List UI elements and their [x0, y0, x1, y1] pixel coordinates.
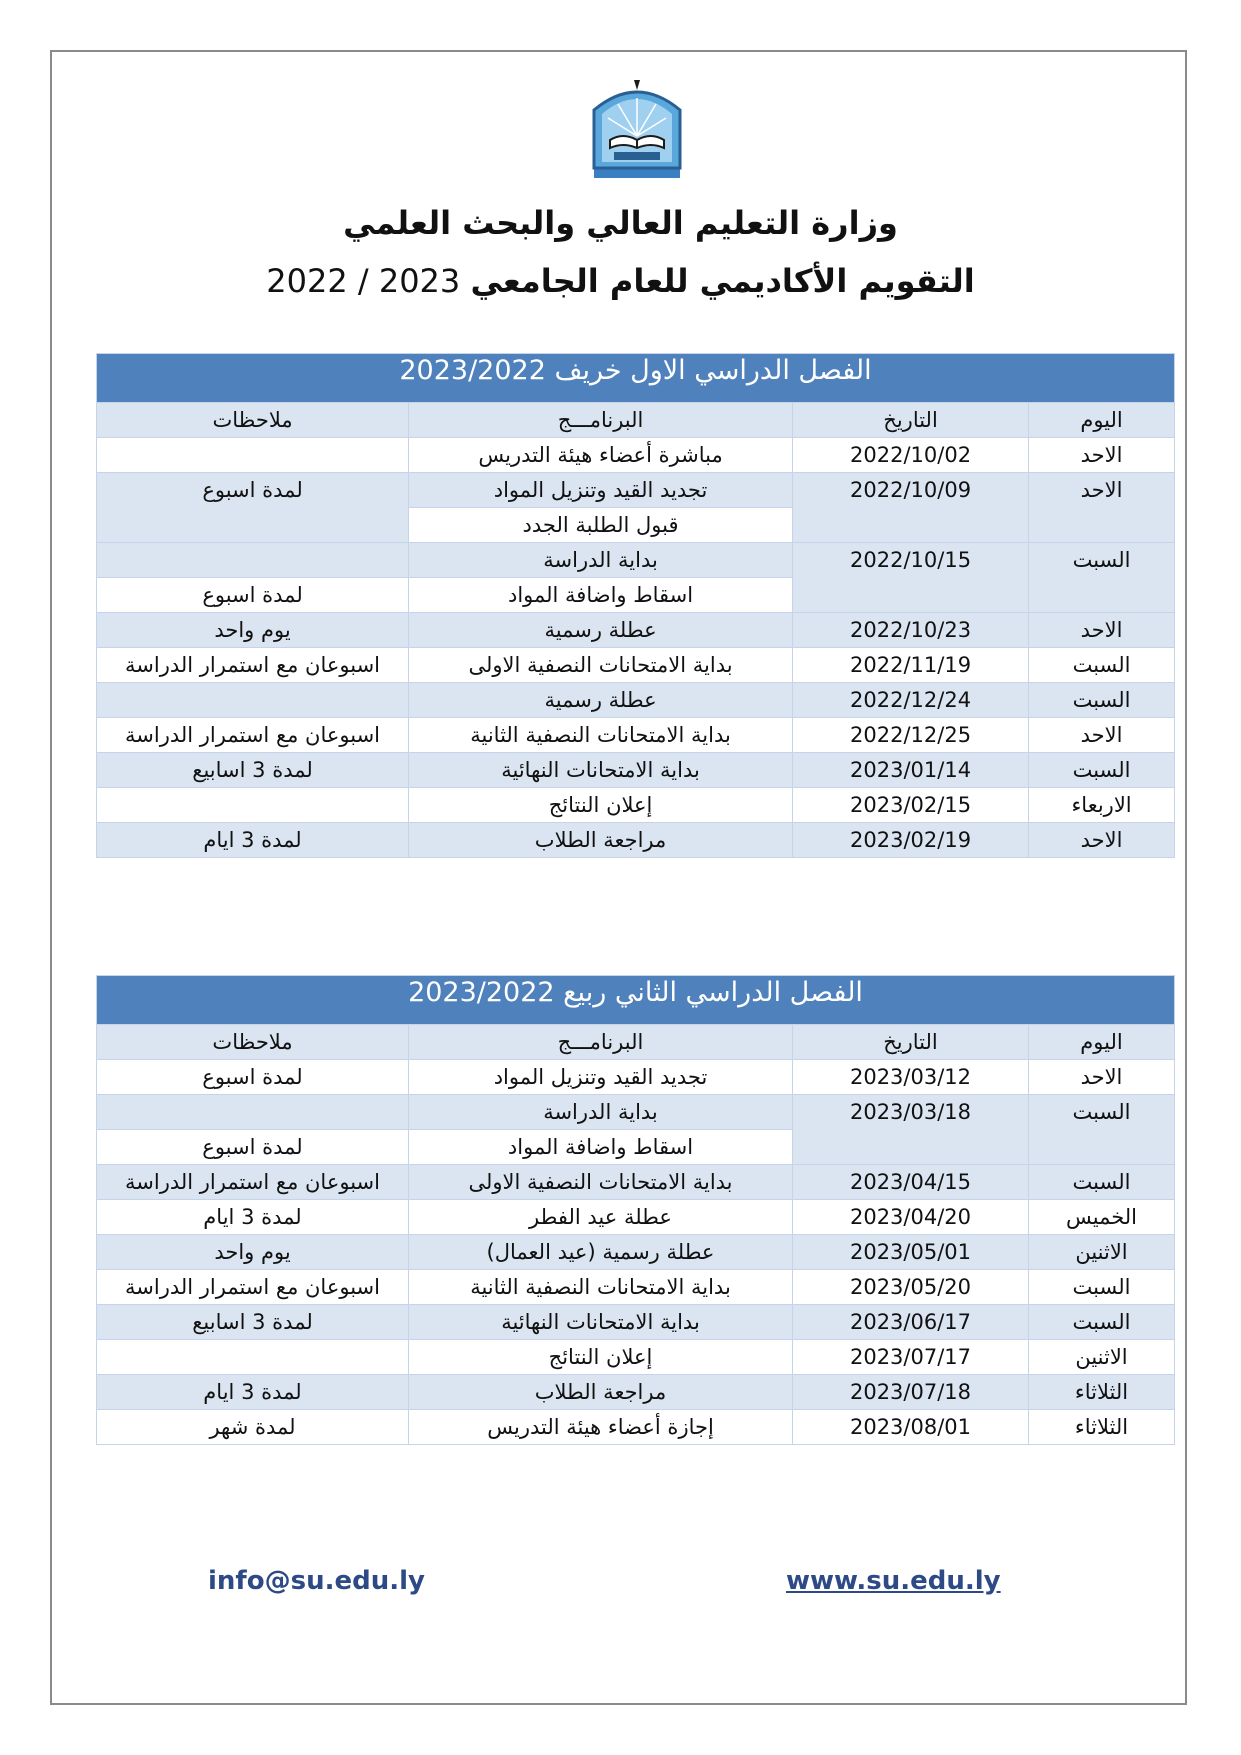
row-day: الاحد — [1029, 613, 1175, 648]
row-notes: لمدة اسبوع — [97, 1060, 409, 1095]
row-notes: لمدة 3 ايام — [97, 823, 409, 858]
row-notes: لمدة 3 ايام — [97, 1375, 409, 1410]
row-program: بداية الامتحانات النصفية الثانية — [409, 1270, 793, 1305]
row-program: بداية الامتحانات النصفية الثانية — [409, 718, 793, 753]
row-date: 2023/04/15 — [793, 1165, 1029, 1200]
semester2-title: الفصل الدراسي الثاني ربيع 2023/2022 — [97, 976, 1175, 1025]
row-date: 2023/03/12 — [793, 1060, 1029, 1095]
col-header-program: البرنامـــج — [409, 403, 793, 438]
table-row — [97, 1410, 1175, 1445]
row-program: قبول الطلبة الجدد — [409, 508, 793, 543]
table-row — [97, 1235, 1175, 1270]
row-day: الخميس — [1029, 1200, 1175, 1235]
table-row — [97, 473, 1175, 508]
row-date: 2023/05/20 — [793, 1270, 1029, 1305]
row-notes — [97, 543, 409, 578]
table-row — [97, 788, 1175, 823]
row-program: مراجعة الطلاب — [409, 1375, 793, 1410]
row-program: إعلان النتائج — [409, 788, 793, 823]
row-day: الاحد — [1029, 823, 1175, 858]
row-date: 2022/12/25 — [793, 718, 1029, 753]
col-header-day: اليوم — [1029, 403, 1175, 438]
row-notes: اسبوعان مع استمرار الدراسة — [97, 648, 409, 683]
row-notes — [97, 683, 409, 718]
table-row — [97, 438, 1175, 473]
table-row — [97, 1305, 1175, 1340]
row-day: الاحد — [1029, 718, 1175, 753]
row-program: تجديد القيد وتنزيل المواد — [409, 473, 793, 508]
col-header-date: التاريخ — [793, 403, 1029, 438]
row-date: 2023/01/14 — [793, 753, 1029, 788]
row-day: السبت — [1029, 683, 1175, 718]
row-date: 2022/10/02 — [793, 438, 1029, 473]
row-day: الاحد — [1029, 473, 1175, 543]
row-day: السبت — [1029, 1095, 1175, 1165]
row-day: الاثنين — [1029, 1235, 1175, 1270]
row-date: 2023/02/15 — [793, 788, 1029, 823]
col-header-notes: ملاحظات — [97, 1025, 409, 1060]
row-notes: يوم واحد — [97, 613, 409, 648]
row-date: 2022/10/15 — [793, 543, 1029, 613]
row-program: بداية الدراسة — [409, 543, 793, 578]
row-date: 2022/10/09 — [793, 473, 1029, 543]
row-notes: يوم واحد — [97, 1235, 409, 1270]
row-date: 2022/12/24 — [793, 683, 1029, 718]
calendar-title-text: التقويم الأكاديمي للعام الجامعي — [470, 262, 975, 300]
row-date: 2023/05/01 — [793, 1235, 1029, 1270]
ministry-title: وزارة التعليم العالي والبحث العلمي — [343, 204, 898, 242]
row-date: 2023/06/17 — [793, 1305, 1029, 1340]
row-day: السبت — [1029, 648, 1175, 683]
row-notes: اسبوعان مع استمرار الدراسة — [97, 718, 409, 753]
university-logo — [588, 76, 686, 180]
table-row — [97, 1200, 1175, 1235]
table-row — [97, 718, 1175, 753]
row-program: اسقاط واضافة المواد — [409, 578, 793, 613]
table-row — [97, 1060, 1175, 1095]
row-notes — [97, 1340, 409, 1375]
row-date: 2023/02/19 — [793, 823, 1029, 858]
table-row — [97, 1340, 1175, 1375]
row-notes — [97, 438, 409, 473]
row-program: إجازة أعضاء هيئة التدريس — [409, 1410, 793, 1445]
row-day: الاحد — [1029, 438, 1175, 473]
row-date: 2023/04/20 — [793, 1200, 1029, 1235]
footer-email-link[interactable]: info@su.edu.ly — [208, 1566, 425, 1596]
semester1-title: الفصل الدراسي الاول خريف 2023/2022 — [97, 354, 1175, 403]
row-notes: لمدة اسبوع — [97, 473, 409, 543]
semester1-table — [96, 353, 1175, 858]
row-date: 2022/10/23 — [793, 613, 1029, 648]
row-day: السبت — [1029, 1270, 1175, 1305]
row-date: 2023/07/17 — [793, 1340, 1029, 1375]
calendar-title — [0, 262, 1241, 300]
col-header-date: التاريخ — [793, 1025, 1029, 1060]
semester2-table — [96, 975, 1175, 1445]
row-program: بداية الامتحانات النهائية — [409, 1305, 793, 1340]
table-row — [97, 1095, 1175, 1130]
table-row — [97, 683, 1175, 718]
row-day: الثلاثاء — [1029, 1375, 1175, 1410]
row-day: الاحد — [1029, 1060, 1175, 1095]
row-day: الاثنين — [1029, 1340, 1175, 1375]
col-header-day: اليوم — [1029, 1025, 1175, 1060]
row-notes: لمدة 3 ايام — [97, 1200, 409, 1235]
row-notes — [97, 1095, 409, 1130]
row-day: الثلاثاء — [1029, 1410, 1175, 1445]
footer-website-link[interactable]: www.su.edu.ly — [786, 1566, 1001, 1596]
row-program: عطلة عيد الفطر — [409, 1200, 793, 1235]
row-date: 2023/03/18 — [793, 1095, 1029, 1165]
row-program: عطلة رسمية — [409, 613, 793, 648]
row-notes: اسبوعان مع استمرار الدراسة — [97, 1165, 409, 1200]
row-notes: لمدة شهر — [97, 1410, 409, 1445]
row-program: تجديد القيد وتنزيل المواد — [409, 1060, 793, 1095]
row-program: بداية الامتحانات النهائية — [409, 753, 793, 788]
row-program: إعلان النتائج — [409, 1340, 793, 1375]
table-row — [97, 1375, 1175, 1410]
row-notes: لمدة 3 اسابيع — [97, 753, 409, 788]
row-date: 2022/11/19 — [793, 648, 1029, 683]
row-day: السبت — [1029, 543, 1175, 613]
col-header-notes: ملاحظات — [97, 403, 409, 438]
row-program: بداية الدراسة — [409, 1095, 793, 1130]
row-day: السبت — [1029, 1165, 1175, 1200]
calendar-year: 2023 / 2022 — [266, 262, 461, 300]
row-program: عطلة رسمية (عيد العمال) — [409, 1235, 793, 1270]
row-program: مراجعة الطلاب — [409, 823, 793, 858]
row-program: بداية الامتحانات النصفية الاولى — [409, 1165, 793, 1200]
table-row — [97, 543, 1175, 578]
table-row — [97, 1165, 1175, 1200]
col-header-program: البرنامـــج — [409, 1025, 793, 1060]
row-day: الاربعاء — [1029, 788, 1175, 823]
table-row — [97, 613, 1175, 648]
row-date: 2023/08/01 — [793, 1410, 1029, 1445]
row-day: السبت — [1029, 753, 1175, 788]
row-day: السبت — [1029, 1305, 1175, 1340]
table-row — [97, 753, 1175, 788]
table-row — [97, 823, 1175, 858]
row-date: 2023/07/18 — [793, 1375, 1029, 1410]
row-program: اسقاط واضافة المواد — [409, 1130, 793, 1165]
row-notes: لمدة اسبوع — [97, 1130, 409, 1165]
table-row — [97, 1270, 1175, 1305]
row-program: بداية الامتحانات النصفية الاولى — [409, 648, 793, 683]
row-notes: لمدة اسبوع — [97, 578, 409, 613]
row-program: مباشرة أعضاء هيئة التدريس — [409, 438, 793, 473]
row-notes: اسبوعان مع استمرار الدراسة — [97, 1270, 409, 1305]
row-program: عطلة رسمية — [409, 683, 793, 718]
row-notes: لمدة 3 اسابيع — [97, 1305, 409, 1340]
table-row — [97, 648, 1175, 683]
row-notes — [97, 788, 409, 823]
